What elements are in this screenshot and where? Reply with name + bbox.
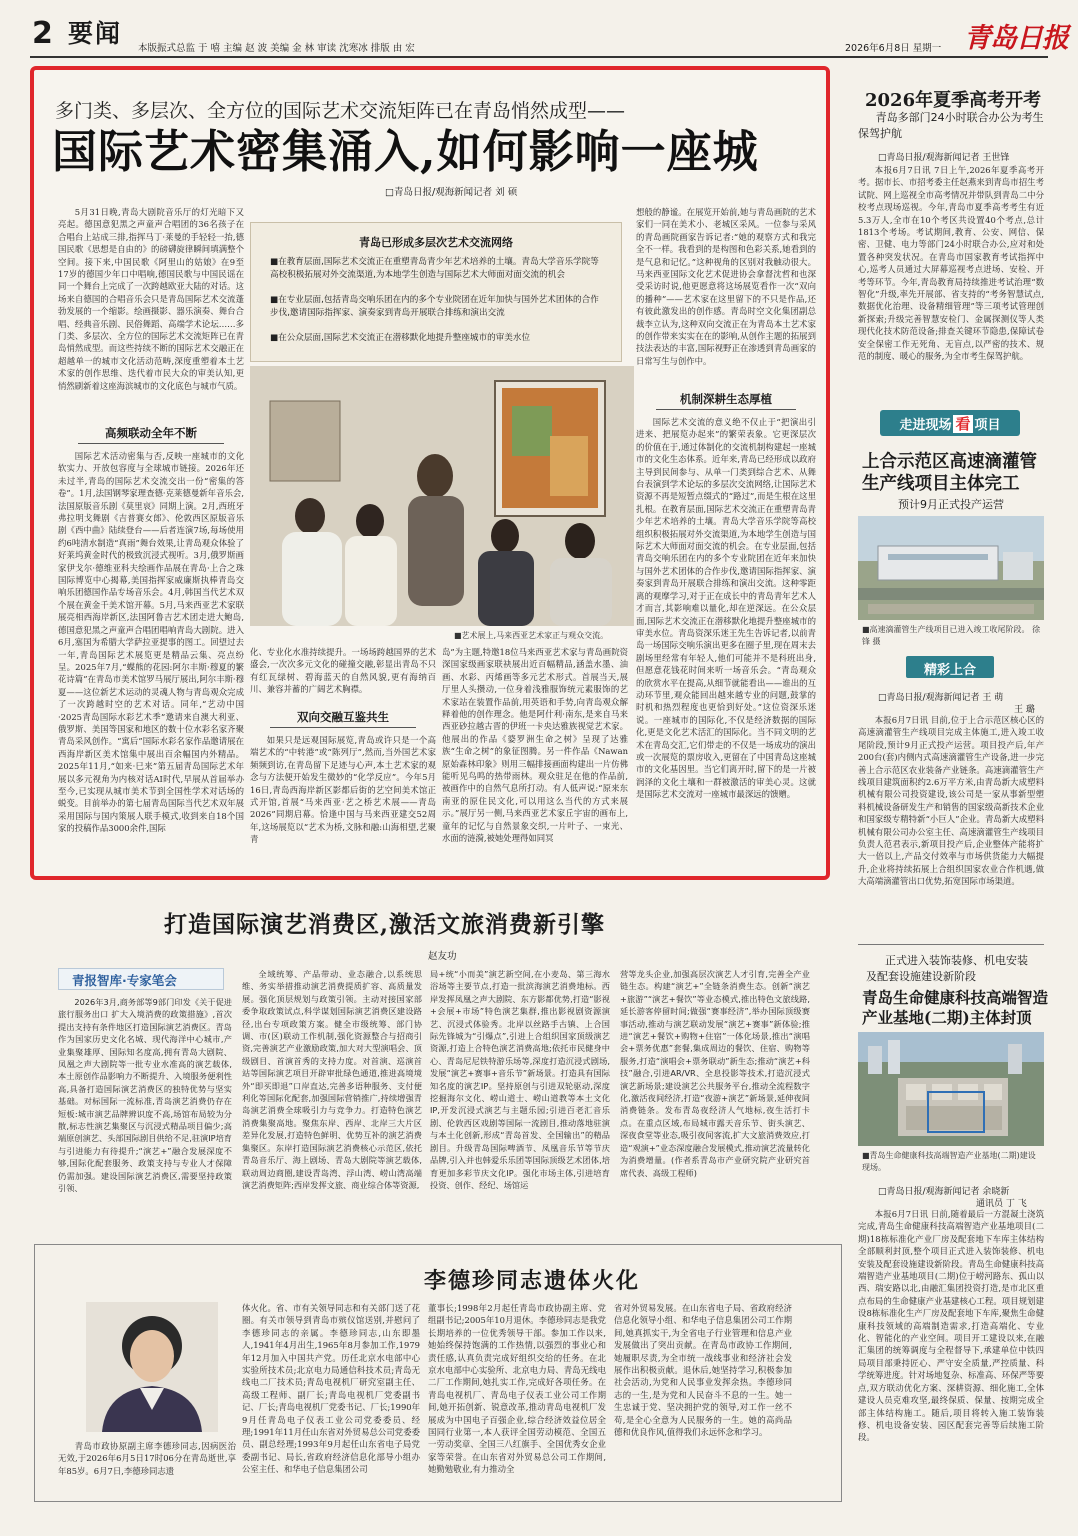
middle-col3-text: 岛”为主题,特邀18位马来西亚艺术家与青岛画院资深国家级画家联袂展出近百幅精品,涵盖水墨、油画、水彩、丙烯画等多元艺术形式。首展当天,展厅里人头攒动,一位身着浅雅服饰统元素服饰的艺术家站在装置作品前,用英语和手势,向青岛观众解释着他的创作理念。他是阿什利·南东,是来自马来西亚砂拉越古晋的伊班一卡央达雅族视觉艺术家。他展出的作品《婆罗洲生命之树》呈现了达雅族“生命之树”的象征图腾。另一件作品《Nawan原始森林印象》则用三幅排接画面构建出一片仿佛能听见鸟鸣的热带雨林。观众驻足在他的作品前,被画作中的自然气息所打动。有人低声说:“原来东南亚的原住民文化,可以用这么当代的方式来展示。”展厅另一侧,马来西亚艺术家丘宇宙的画布上,童年的记忆与自然景象交织,一片叶子、一束光、水面的涟漪,被她处理得如同冥	[442, 647, 628, 844]
section-label: 要闻	[68, 19, 123, 48]
editor-credits: 本版振式总监 于 嘻 主编 赵 波 美编 金 林 审读 沈寒冰 排版 由 宏	[138, 43, 415, 54]
consume-col2: 全域统筹、产品带动、业态融合,以系统思维、务实举措推动演艺消费提质扩容、高质量发展。强化顶层规划与政策引领。主动对接国家部委争取政策试点,科学谋划国际演艺消费区建设路径,出台专项政策方案。健全市级统筹、部门协调、市(区)联动工作机制,强化资源整合与招商引资,完善演艺产业激励政策,加大对大型演唱会、顶级剧目、首演首秀的支持力度。对首演、巡演首站等国际演艺项目开辟审批绿色通道,推进高境境外“即买即退”口岸直达,完善多语种服务、支付便利化等国际化配套,加强国际营销推广,持续增强青岛演艺消费全球吸引力与竞争力。打造特色演艺消费集聚高地。聚焦东岸、西岸、北岸三大片区差异化发展,打造特色鲜明、优势互补的演艺消费集聚区。东岸打造国际演艺消费核心示范区,依托青岛音乐厅、海上剧场、青岛大剧院等演艺载体,联动周边商圈,建设青岛湾、浮山湾、崂山湾高端演艺消费矩阵;西岸发挥文旅、商业综合体等资源,	[242, 969, 422, 1190]
middle-col2-text: 如果只是远观国际展览,青岛或许只是一个高端艺术的“中转港”或“陈列厅”,然而,当外国艺术家频频到访,在青岛留下足迹与心声,本土艺术家的观念与方法便开始发生微妙的“化学反应”。今年5月16日,青岛西海岸新区影都后街的艺空间美术馆正式开馆,首展“马来西亚·艺之桥艺术展——青岛2026”同期启幕。恰逢中国与马来西亚建交52周年,这场展览以“艺术为桥,文脉和融:山海相望,艺聚青	[250, 735, 436, 845]
portrait-photo	[86, 1302, 218, 1432]
gaokao-subtitle: 青岛多部门24小时联合办公为考生保驾护航	[858, 111, 1044, 140]
drip-photo-caption: ■高速滴灌管生产线项目已进入竣工收尾阶段。 徐 锋 摄	[862, 625, 1041, 646]
exhibition-photo-caption: ■艺术展上,马来西亚艺术家正与观众交流。	[454, 631, 609, 640]
obituary-col1: 体火化。省、市有关领导同志和有关部门送了花圈。有关市领导到青岛市殡仪馆送别,并慰问了李德珍同志的亲属。李德珍同志,山东即墨人,1941年4月出生,1965年8月参加工作,1979年12月加入中国共产党。历任北京水电部中心实验所技术员;北京电力局通信科技术员;青岛无线电二厂技术员;青岛电视机厂研究室副主任、高级工程师、副厂长;青岛电视机厂党委副书记、厂长;青岛电视机厂党委书记、厂长;1990年9月任青岛电子仪表工业公司党委委员、经理;1991年11月任山东省对外贸易总公司党委委员、副总经理;1993年9月起任山东省电子局党委副书记、局长,省政府经济信息化部导小组办公室主任、和华电子信息集团公司	[242, 1303, 420, 1475]
page-number: 2	[32, 16, 53, 51]
health-photo-caption: ■青岛生命健康科技高端智造产业基地(二期)建设现场。	[862, 1151, 1036, 1172]
exhibition-photo	[250, 366, 634, 626]
gaokao-byline: □青岛日报/观海新闻记者 王世锋	[878, 153, 1010, 163]
consume-col4: 营等龙头企业,加强高层次演艺人才引育,完善全产业链生态。构建“演艺+”全链条消费生态。创新“演艺+旅游”“演艺+餐饮”等业态模式,推出特色文旅线路,延长游客停留时间;做强“赛事经济”,举办国际顶级赛事活动,推动与演艺联动发展“演艺+赛事”新体验;推进“演艺+餐饮+购物+住宿”一体化场景,推出“演唱会+票务优惠”套餐,集成周边的餐饮、住宿、购物等服务,打造“演唱会+票务联动”新生态;推动“演艺+科技”融合,引进AR/VR、全息投影等技术,打造沉浸式演艺新场景;建设演艺公共服务平台,推动全流程数字化,激活夜间经济,打造“夜游+演艺”新场景,延伸夜间消费链条。发布青岛夜经济人气地标,夜生活打卡点。在重点区域,布局城市露天音乐节、街头演艺、深夜食堂等业态,吸引夜间客流,扩大文旅消费效应,打造“观演+”业态深度融合发展模式,推动演艺流量转化为消费增量。(作者系青岛市产业研究院产业研究首席代表、高级工程师)	[620, 969, 810, 1178]
obituary-col3: 省对外贸易发展。在山东省电子局、省政府经济信息化领导小组、和华电子信息集团公司工作期间,她真抓实干,为全省电子行业管理和信息产业发展做出了突出贡献。在青岛市政协工作期间,她履职尽责,为全市统一战线事业和经济社会发展作出积极贡献。退休后,她坚持学习,积极参加社会活动,为党和人民事业发挥余热。李德珍同志的一生,是为党和人民奋斗不息的一生。她一生忠诚于党、坚决拥护党的领导,对工作一丝不苟,是全心全意为人民服务的一生。她的高尚品德和优良作风,值得我们永远怀念和学习。	[614, 1303, 792, 1438]
consume-author: 赵友功	[428, 951, 457, 962]
right-divider	[858, 944, 1044, 945]
sidebar-item: ■在公众层面,国际艺术交流正在潜移默化地提升整座城市的审美水位	[270, 333, 531, 343]
gaokao-title: 2026年夏季高考开考	[865, 90, 1042, 111]
expert-column-tag-text: 青报智库·专家笔会	[72, 973, 177, 988]
section-label-text: 精彩上合	[923, 663, 976, 678]
construction-illustration	[858, 1032, 1044, 1146]
health-kicker-1: 正式进入装饰装修、机电安装	[885, 954, 1028, 967]
health-byline-2: 通讯员 丁 飞	[976, 1199, 1027, 1209]
hezuo-body: 本报6月7日讯 目前,位于上合示范区核心区的高速滴灌管生产线项目完成主体施工,进入竣工收尾阶段,预计9月正式投产运营。项目投产后,年产200台(套)内侧内式高速滴灌管生产设备,进一步完善上合示范区农业装备产业链条。高速滴灌管生产线项目建筑面积约2.6万平方米,由青岛新大成塑料机械有限公司投资建设,该公司是一家从事新型塑料机械设备研发生产和销售的国家级高新技术企业和国家级专精特新“小巨人”企业。青岛新大成塑料机械有限公司办公室主任、高速滴灌管生产线项目负责人范君表示,新项目投产后,企业整体产能将扩大一倍以上,产品交付效率与市场供货能力大幅提升,企业将持续拓展上合组织国家农业合作机遇,做大高端滴灌管出口优势,拓宽国际市场渠道。	[858, 715, 1044, 887]
consume-col1: 2026年3月,商务部等9部门印发《关于促进旅行服务出口 扩大入境消费的政策措施》,首次提出支持有条件地区打造国际演艺消费区。青岛作为国家历史文化名城、现代海洋中心城市,产业集聚雄厚、国际知名度高,拥有青岛大剧院、凤凰之声大剧院等一批专业水准高的演艺载体,本土原创作品影响力不断提升、入境服务便利性高,具备打造国际演艺消费区的独特优势与坚实基础。对标国际一流标准,青岛演艺消费仍存在短板:城市演艺品牌辨识度不高,场馆布局较为分散,标志性演艺集聚区与沉浸式精品项目偏少;高端原创演艺、头部国际剧目供给不足,驻演IP培育与引进能力有待提升;“演艺+”融合发展深度不够,国际化配套服务、政策支持与专业人才保障仍需加强。建设国际演艺消费区,需要坚持政策引领、	[58, 997, 232, 1194]
hezuo-title-2: 生产线项目主体完工	[862, 474, 1020, 494]
health-byline: □青岛日报/观海新闻记者 余晓新	[878, 1187, 1010, 1197]
obituary-headline: 李德珍同志遗体火化	[424, 1268, 641, 1294]
sidebar-title: 青岛已形成多层次艺术交流网络	[359, 236, 513, 249]
portrait-illustration	[86, 1302, 218, 1432]
middle-col2-top: 化、专业化水准持续提升。一场场跨越国界的艺术盛会,一次次多元文化的碰撞交融,彰显出青岛不只有红瓦绿树、碧海蓝天的自然风貌,更有海纳百川、兼容并蓄的广阔艺术胸襟。	[250, 647, 436, 695]
obituary-lead: 青岛市政协原副主席李德珍同志,因病医治无效,于2026年6月5日17时06分在青岛逝世,享年85岁。6月7日,李德珍同志遗	[58, 1441, 236, 1476]
lead-headline: 国际艺术密集涌入,如何影响一座城	[52, 125, 759, 178]
banner-highlight: 看	[955, 415, 971, 433]
right-col4-subhead	[636, 388, 816, 410]
lead-col1-subhead	[58, 422, 244, 444]
right-col4-text: 想般的静谧。在展览开始前,她与青岛画院的艺术家们一同在美术小、老城区采风。一位参与采风的青岛画院画家告诉记者:“她的观察方式和我完全不一样。我看到的是构图和色彩关系,她看到的是气息和记忆。”这种视角的区别对我触动很大。马来西亚国际文化艺术促进协会拿督沈哲和也深受采访时说,他更愿意将这场展览看作一次“双向的播种”——艺术家在这里留下的不只是作品,还有彼此激发出的创作感。青岛时空文化集团副总裁李立认为,这种双向交流正在为青岛本土艺术家的创作带来实实在在的影响,从创作主题的拓展到技法表达的丰富,国际视野正在渗透到青岛画家的日常写生与创作中。	[636, 207, 816, 366]
paper-logo: 青岛日报	[964, 23, 1068, 54]
banner-post: 项目	[974, 418, 1001, 433]
factory-illustration	[858, 516, 1044, 620]
health-body: 本报6月7日讯 日前,随着最后一方混凝土浇筑完成,青岛生命健康科技高端智造产业基地项目(二期)18栋标准化产业厂房及配套地下车库主体结构全部顺利封顶,整个项目正式进入装饰装修、机电安装及配套设施建设新阶段。青岛生命健康科技高端智造产业基地项目(二期)位于崂河路东、孤山以西、瑞安路以北,由融汇集团投资打造,是市北区重点布局的生命健康产业基建核心工程。项目规划建设8栋标准化生产厂房及配套地下车库,聚焦生命健康科技领域的高端制造需求,打造高端化、专业化、智能化的产业空间。项目开工建设以来,在融汇集团的统筹调度与全程督导下,承建单位中铁四局项目部秉持匠心、严守安全质量,严控质量、科学统筹进度。针对场地复杂、标准高、环保严等要点,双方联动优化方案、深耕资源、细化施工,全体建设人员克难攻坚,最终保质、保量、按期完成全部主体结构施工。随后,项目将转入施工装饰装修、机电设备安装、园区配套完善等后续施工阶段。	[858, 1209, 1044, 1443]
subhead-text: 机制深耕生态厚植	[656, 388, 796, 410]
drip-factory-photo	[858, 516, 1044, 620]
right-col4b-text: 国际艺术交流的意义绝不仅止于“把演出引进来、把展览办起来”的繁荣表象。它更深层次的价值在于,通过体制化的交流机制构建起一座城市的文化生态体系。近年来,青岛已经形成以政府主导到民间参与、从单一门类到综合艺术、从舞台表演到学术论坛的多层次交流网络,让国际艺术资源不再是短暂点缀式的“路过”,而是生根在这里扎根。在教育层面,国际艺术交流正在重塑青岛青少年艺术培养的土壤。青岛大学音乐学院等高校组织积极拓展对外交流渠道,为本地学生创造与国际艺术大师面对面交流的机会。在专业层面,包括青岛交响乐团在内的多个专业院团在近年来加快与国外艺术团体的合作步伐,邀请国际指挥家、演奏家到青岛开展联合排练和演出交流。这种零距离的观摩学习,对于正在成长中的青岛青年艺术人才而言,其影响难以量化,却在逆深远。在公众层面,国际艺术交流正在潜移默化地提升整座城市的审美水位。青岛资深乐迷王先生告诉记者,以前青岛一场国际交响乐演出更多在圈子里,现在周末去剧场里经常有年轻人,他们可能并不是科班出身,但愿意花钱花时间来听一场音乐会。“青岛观众的欣赏水平在提高,从细节就能看出——谁出的互动环节里,观众能回出越来越专业的问题,鼓掌的时机和热烈程度也更恰到好处。”这位资深乐迷说。一座城市的国际化,不仅是经济数据的国际化,更是文化艺术活汇的国际化。当不同文明的艺术在青岛交汇,它们带走的不仅是一场成功的演出或一次展览的票房收入,更留在了中国青岛这座城市的文化基因里。当它们离开时,留下的是一片被润泽的文化土壤和一群被激活的审美心灵。这就是国际艺术交流对一座城市最深远的馈赠。	[636, 417, 816, 800]
health-kicker-2: 及配套设施建设新阶段	[866, 970, 976, 983]
consume-headline: 打造国际演艺消费区,激活文旅消费新引擎	[164, 911, 606, 938]
banner-pre: 走进现场	[899, 418, 952, 433]
sidebar-item: ■在专业层面,包括青岛交响乐团在内的多个专业院团在近年加快与国外艺术团体的合作步伐,邀请国际指挥家、演奏家到青岛开展联合排练和演出交流	[270, 295, 599, 318]
subhead-text: 双向交融互鉴共生	[270, 706, 416, 728]
health-title-1: 青岛生命健康科技高端智造	[862, 988, 1049, 1007]
middle-col2-subhead	[250, 706, 436, 728]
health-title-2: 产业基地(二期)主体封顶	[862, 1008, 1032, 1027]
subhead-text: 高频联动全年不断	[78, 422, 224, 444]
project-banner-label	[880, 413, 1020, 434]
masthead	[0, 0, 1078, 60]
gaokao-body: 本报6月7日讯 7日上午,2026年夏季高考开考。据市长、市招考委主任赵燕来到青岛市招生考试院、网上巡视全市高考情况并带队到青岛二中分校考点现场巡视。今年,青岛市夏季高考考生有近5.3万人,全市在10个考区共设置40个考点,总计1813个考场。考试期间,教育、公安、网信、保密、卫健、电力等部门24小时联合办公,应对和处置各种突发状况。在青岛市国家教育考试指挥中心,巡考人员通过大屏幕巡视考点进场、安检、开考等环节。今年,青岛教育局持续推进考试治理“数智化”升级,率先开展部、省支持的“考务智慧试点,数据优化治理、设备精细管理”等三项考试管理创新探索;升级完善智慧安检门、金属探测仪等人类现代化技术防范设备;排查关键环节隐患,保障试卷安全保密工作无死角、无盲点,以严密的技术、规范的制度、暖心的服务,为全市考生保驾护航。	[858, 165, 1044, 362]
hezuo-byline-2: 王 璐	[1014, 705, 1035, 715]
hezuo-subtitle: 预计9月正式投产运营	[898, 498, 1004, 511]
lead-kicker: 多门类、多层次、全方位的国际艺术交流矩阵已在青岛悄然成型——	[55, 100, 626, 122]
health-base-photo	[858, 1032, 1044, 1146]
consume-col3: 局+统“小而美”演艺新空间,在小麦岛、第三海水浴场等主要节点,打造一批滨海演艺消费地标。西岸发挥凤凰之声大剧院、东方影都优势,打造“影视+会展+市场”特色演艺集群,推出影视剧资源演艺、沉浸式体验秀。北岸以丝路手古镇、上合国际先锋城为“引爆点”,引进上合组织国家顶级演艺资源,打造上合特色演艺消费高地;依托市民健身中心、青岛尼尼铁特游乐场等,深度打造沉浸式剧场,发展“演艺+赛事+音乐节”新场景。打造具有国际知名度的演艺IP。坚持原创与引进双轮驱动,深度挖掘海尔文化、崂山道士、崂山道教等本土文化IP,开发沉浸式演艺与主题乐园;引进百老汇音乐剧、伦敦西区戏剧等国际一流剧目,推动落地驻演与本土化创新,形成“青岛首发、全国输出”的精品剧目。升级青岛国际啤酒节、凤凰音乐节等节庆品牌,引入并也韩爱乐乐团等国际顶级艺术团体,培育更加多彩节庆文化IP。强化市场主体,引进培育投资、创作、经纪、场馆运	[430, 969, 610, 1190]
lead-col1b-text: 国际艺术活动密集与否,反映一座城市的文化软实力、开放包容度与全球城市链接。2026年还未过半,青岛的国际艺术交流交出一份“密集的答卷”。1月,法国钢琴家理查德·克莱德曼新年音乐会,法国原版音乐剧《莫里哀》同期上演。2月,西班牙弗拉明戈舞剧《吉普赛女郎》、伦敦西区原版音乐剧《西中曲》陆续登台——后者连演7场,每场使用约6吨清水制造“真雨”舞台效果,让青岛观众体验了好莱坞黄金时代的极致沉浸式视听。3月,俄罗斯画家伊戈尔·德维亚科夫绘画作品展在青岛·上合之珠国际博览中心揭幕,美国指挥家威廉斯执棒青岛交响乐团德国作品专场音乐会。4月,韩国当代艺术双个展在黄金千美术馆开幕。5月,马来西亚艺术家联展亮相西海岸新区,法国阿鲁吉艺术团走进大鲍岛,德国意犯黑之声童声合唱团唱响青岛大剧院。进入6月,塞国为希腊大学萨拉亚提事的图工。回望过去一年,青岛国际艺术展览更是精品云集、亮点纷呈。2025年7月,“蝶熊的花园:阿尔丰斯·穆夏的繁花诗篇”在青岛市美术馆罗马展厅展出,阿尔丰斯·穆夏——这位新艺术运动的灵魂人物与青岛观众完成了一次跨越时空的艺术对话。同年,“艺动中国·2025青岛国际水彩艺术季”邀请来自澳大利亚、俄罗斯、美国等国家和地区的数十位水彩名家齐聚青岛采风创作。“寓后”国际水彩名家作品邀请展在西海岸新区美术馆集中展出百余幅国内外精品。2025年11月,“如来·巳来”第五届青岛国际艺术年展以多元视角为内核对话AI时代,早展从首届举办至今,已实现从城市美术节到全国性学术对话场的蜕变。目前举办的第七届青岛国际当代艺术双年展采用国际与国内策展人联手模式,收到来自18个国家的投稿作品3000余件,国际	[58, 451, 244, 834]
lead-byline: □青岛日报/观海新闻记者 刘 硕	[385, 187, 518, 198]
issue-date: 2026年6月8日 星期一	[845, 43, 942, 54]
hezuo-title-1: 上合示范区高速滴灌管	[862, 452, 1037, 472]
sidebar-item: ■在教育层面,国际艺术交流正在重塑青岛青少年艺术培养的土壤。青岛大学音乐学院等高校积极拓展对外交流渠道,为本地学生创造与国际艺术大师面对面交流的机会	[270, 257, 599, 280]
lead-col1-text: 5月31日晚,青岛大剧院音乐厅的灯光暗下又亮起。德国意犯黑之声童声合唱团的36名孩子在合唱台上站成三排,指挥马丁·莱曼的手轻轻一抬,德国民歌《思想是自由的》的磅礴旋律瞬间填满整个空间。接下来,中国民歌《阿里山的姑娘》在9至17岁的德国少年口中唱响,德国民歌与中国民谣在同一个舞台上完成了一次跨越欧亚大陆的对话。这场来自德国的合唱音乐会只是青岛国际艺术交流蓬勃发展的一个缩影。绘画摄影、器乐演奏、舞台合唱、经典音乐剧、民俗舞蹈、高端学术论坛……多门类、多层次、全方位的国际艺术交流矩阵已在青岛悄然成型。而这些持续不断的国际艺术交融正在超越单一的城市文化活动范畴,深度重塑着本土艺术家的创作思维、迭代着市民大众的审美认知,更悄然刷新着这座海滨城市的文化底色与城市气质。	[58, 207, 244, 391]
obituary-col2: 董事长;1998年2月起任青岛市政协副主席、党组副书记;2005年10月退休。李德珍同志是我党长期培养的一位优秀领导干部。参加工作以来,她始终保持饱满的工作热情,以强烈的事业心和责任感,认真负责完成好组织交给的任务。在北京水电部中心实验所、北京电力局、青岛无线电二厂工作期间,她扎实工作,完成好各项任务。在青岛电视机厂、青岛电子仪表工业公司工作期间,她开拓创新、锐意改革,推动青岛电视机厂发展成为中国电子百强企业,综合经济效益位居全国同行业第一,本人获评全国劳动模范、全国五一劳动奖章、全国三八红旗手、全国优秀女企业家等荣誉。在山东省对外贸易总公司工作期间,她勤勉敬业,有力推动全	[428, 1303, 606, 1475]
hezuo-byline-1: □青岛日报/观海新闻记者 王 萌	[878, 693, 1004, 703]
photo-illustration	[250, 366, 634, 626]
masthead-rule	[30, 56, 1048, 58]
